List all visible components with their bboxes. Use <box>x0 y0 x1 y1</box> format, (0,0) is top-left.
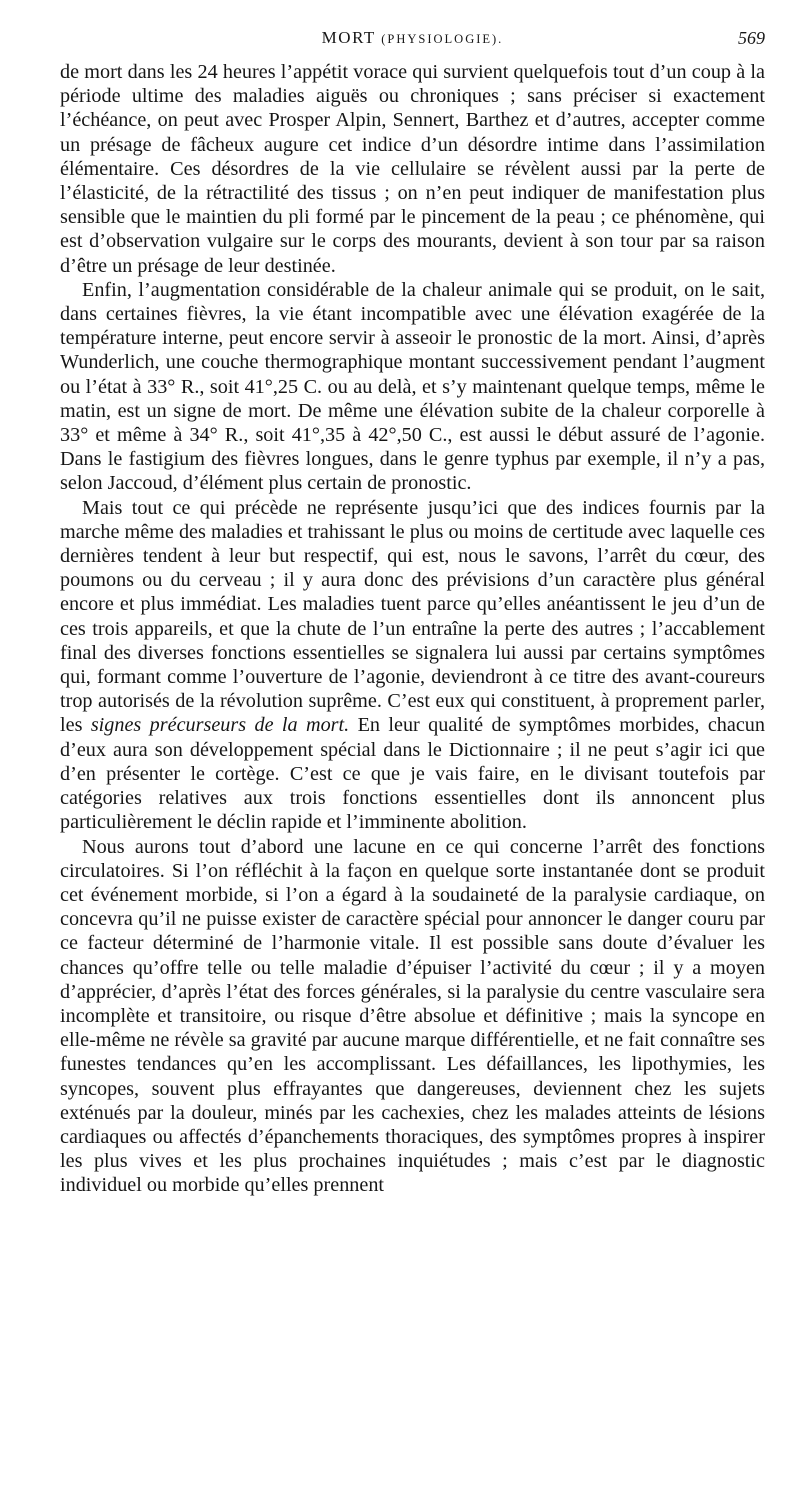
paragraph-4 <box>60 835 765 1198</box>
paragraph-4-text: Nous aurons tout d’abord une lacune en ce qui concerne l’arrêt des fonctions circulatoires. Si l’on réfléchit à la façon en quelque sorte instantanée dont se produit cet événement morbide, si l’on a égard à la soudaineté de la paralysie cardiaque, on concevra qu’il ne puisse exister de caractère spécial pour annoncer le danger couru par ce facteur déterminé de l’harmonie vitale. Il est possible sans doute d’évaluer les chances qu’offre telle ou telle maladie d’épuiser l’activité du cœur ; il y a moyen d’apprécier, d’après l’état des forces générales, si la paralysie du centre vasculaire sera incomplète et transitoire, ou risque d’être absolue et définitive ; mais la syncope en elle-même ne révèle sa gravité par aucune marque différentielle, et ne fait connaître ses funestes tendances qu’en les accomplissant. Les défaillances, les lipothymies, les syncopes, souvent plus effrayantes que dangereuses, deviennent chez les sujets exténués par la douleur, minés par les cachexies, chez les malades atteints de lésions cardiaques ou affectés d’épanchements thoraciques, des symptômes propres à inspirer les plus vives et les plus prochaines inquiétudes ; mais c’est par le diagnostic individuel ou morbide qu’elles prennent <box>60 835 765 1197</box>
paragraph-1 <box>60 60 765 278</box>
paragraph-1-text: de mort dans les 24 heures l’appétit vorace qui survient quelquefois tout d’un coup à la période ultime des maladies aiguës ou chroniques ; sans préciser si exactement l’échéance, on peut avec Prosper Alpin, Sennert, Barthez et d’autres, accepter comme un présage de fâcheux augure cet indice d’un désordre intime dans l’assimilation élémentaire. Ces désordres de la vie cellulaire se révèlent aussi par la perte de l’élasticité, de la rétractilité des tissus ; on n’en peut indiquer de manifestation plus sensible que le maintien du pli formé par le pincement de la peau ; ce phénomène, qui est d’observation vulgaire sur le corps des mourants, devient à son tour par sa raison d’être un présage de leur destinée. <box>60 61 765 277</box>
paragraph-3-italic: signes précurseurs de la mort. <box>90 714 350 737</box>
paragraph-3-text: Mais tout ce qui précède ne représente jusqu’ici que des indices fournis par la marche même des maladies et trahissant le plus ou moins de certitude avec laquelle ces dernières tendent à leur but respectif, qui est, nous le savons, l’arrêt du cœur, des poumons ou du cerveau ; il y aura donc des prévisions d’un caractère plus général encore et plus immédiat. Les maladies tuent parce qu’elles anéantissent le jeu d’un de ces trois appareils, et que la chute de l’un entraîne la perte des autres ; l’accablement final des diverses fonctions essentielles se signalera lui aussi par certains symptômes qui, formant comme l’ouverture de l’agonie, deviendront à ce titre des avant-coureurs trop autorisés de la révolution suprême. C’est eux qui constituent, à proprement parler, les <box>60 496 765 737</box>
page-number: 569 <box>738 28 765 48</box>
running-header <box>60 28 765 58</box>
running-title-sub: (PHYSIOLOGIE). <box>381 32 504 46</box>
running-title <box>60 28 765 48</box>
paragraph-2 <box>60 278 765 496</box>
running-title-main: MORT <box>321 28 376 47</box>
paragraph-2-text: Enfin, l’augmentation considérable de la chaleur animale qui se produit, on le sait, dans certaines fièvres, la vie étant incompatible avec une élévation exagérée de la température interne, peut encore servir à asseoir le pronostic de la mort. Ainsi, d’après Wunderlich, une couche thermographique montant successivement pendant l’augment ou l’état à 33° R., soit 41°,25 C. ou au delà, et s’y maintenant quelque temps, même le matin, est un signe de mort. De même une élévation subite de la chaleur corporelle à 33° et même à 34° R., soit 41°,35 à 42°,50 C., est aussi le début assuré de l’agonie. Dans le fastigium des fièvres longues, dans le genre typhus par exemple, il n’y a pas, selon Jaccoud, d’élément plus certain de pronostic. <box>60 278 765 495</box>
body-text <box>60 60 765 1198</box>
paragraph-3 <box>60 496 765 835</box>
paragraph-3-text-cont: En leur qualité de symptômes morbides, chacun d’eux aura son développement spécial dans le Dictionnaire ; il ne peut s’agir ici que d’en présenter le cortège. C’est ce que je vais faire, en le divisant toutefois par catégories relatives aux trois fonctions essentielles dont ils annoncent plus particulièrement le déclin rapide et l’imminente abolition. <box>60 714 765 834</box>
